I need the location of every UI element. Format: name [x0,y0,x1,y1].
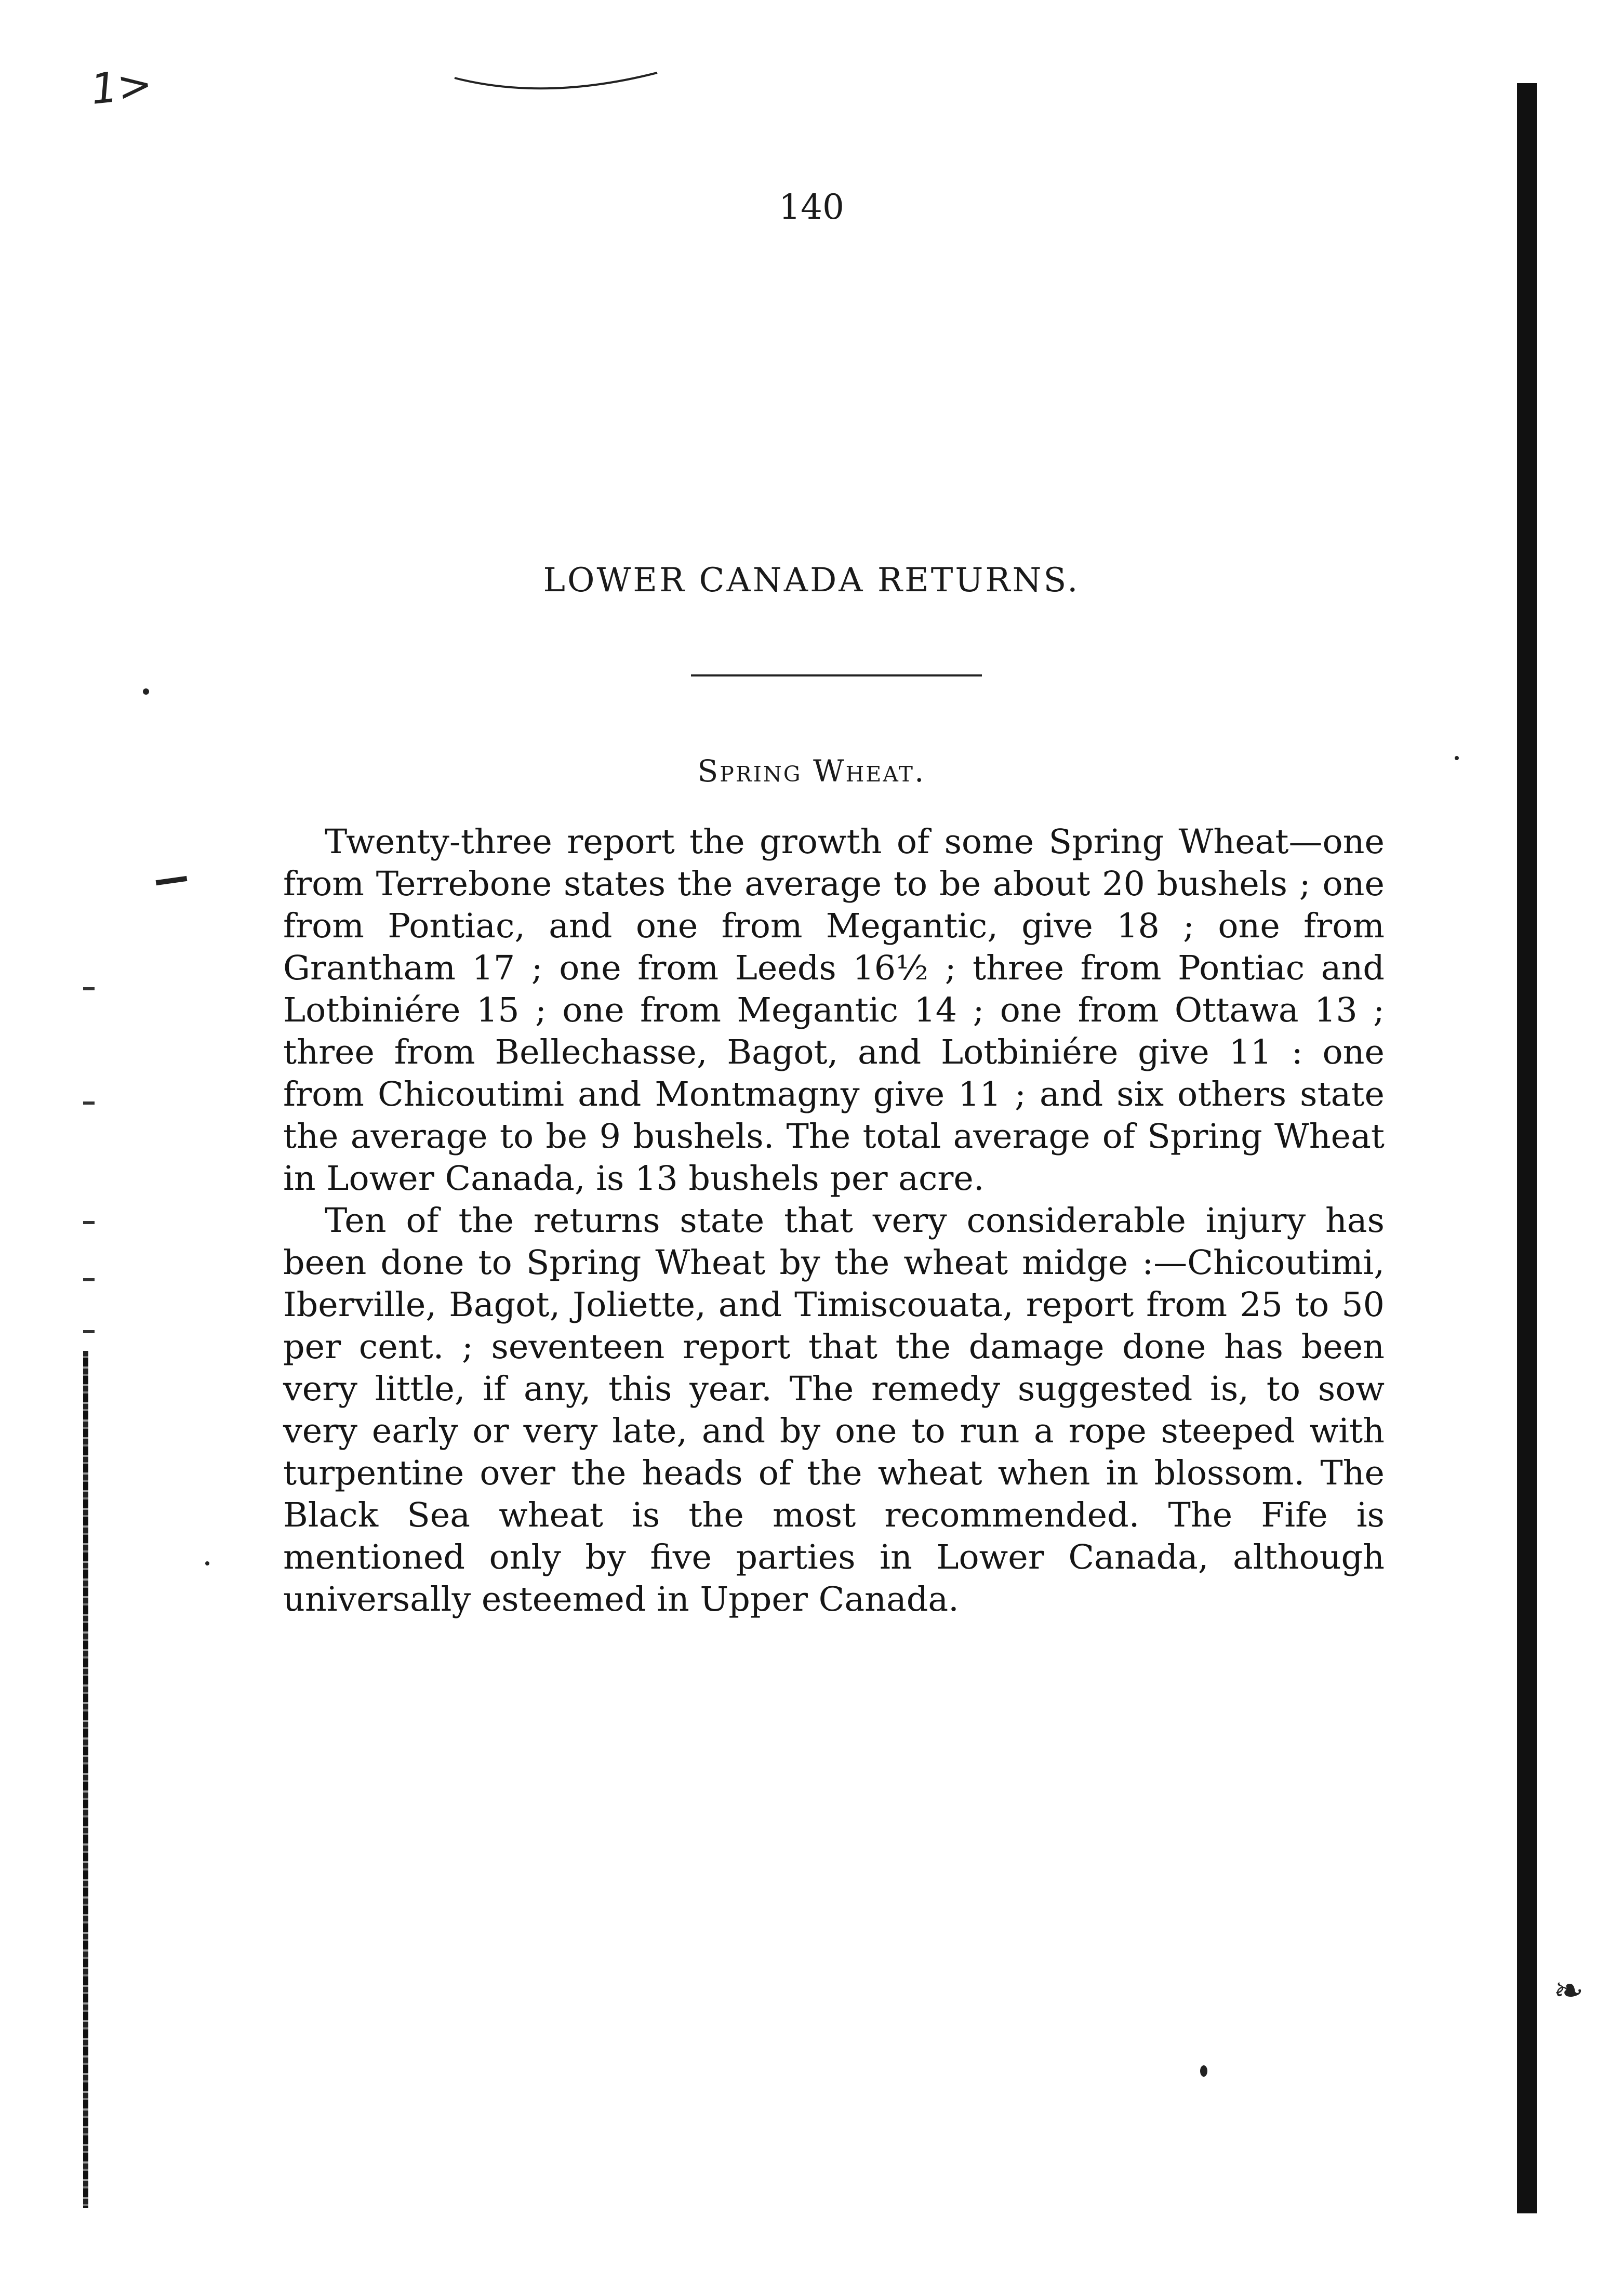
left-page-edge [83,1351,88,2208]
handwritten-mark: 1> [88,59,155,114]
paragraph: Twenty-three report the growth of some Spring Wheat—one from Terrebone states the average to be about 20 bushels ; one from Pontiac, and one from Megantic, give 18 ; one from Grantham 17 ; one from Leeds 16½ ; three from Pontiac and Lotbiniére 15 ; one from Megantic 14 ; one from Ottawa 13 ; three from Bellechasse, Bagot, and Lotbiniére give 11 : one from Chicoutimi and Montmagny give 11 ; and six others state the average to be 9 bushels. The total average of Spring Wheat in Lower Canada, is 13 bushels per acre. [283,822,1385,1198]
speck [205,1561,209,1565]
margin-dash [156,876,188,885]
speck [1200,2065,1207,2077]
pen-stroke [452,68,660,104]
paragraph: Ten of the returns state that very considerable injury has been done to Spring Wheat by the wheat midge :—Chicoutimi, Iberville, Bagot, Joliette, and Timiscouata, report from 25 to 50 per cent. ; seventeen report that the damage done has been very little, if any, this year. The remedy suggested is, to sow very early or very late, and by one to run a rope steeped with turpentine over the heads of the wheat when in blossom. The Black Sea wheat is the most recommended. The Fife is mentioned only by five parties in Lower Canada, although universally esteemed in Upper Canada. [283,1201,1385,1619]
page-number: 140 [779,187,844,227]
speck [143,688,149,695]
section-title: LOWER CANADA RETURNS. [543,561,1080,600]
binding-edge [1517,83,1537,2213]
title-rule [691,674,982,676]
body-text [283,821,1385,1621]
margin-scribble: ❧ [1553,1969,1584,2012]
subsection-title: Spring Wheat. [697,753,926,789]
